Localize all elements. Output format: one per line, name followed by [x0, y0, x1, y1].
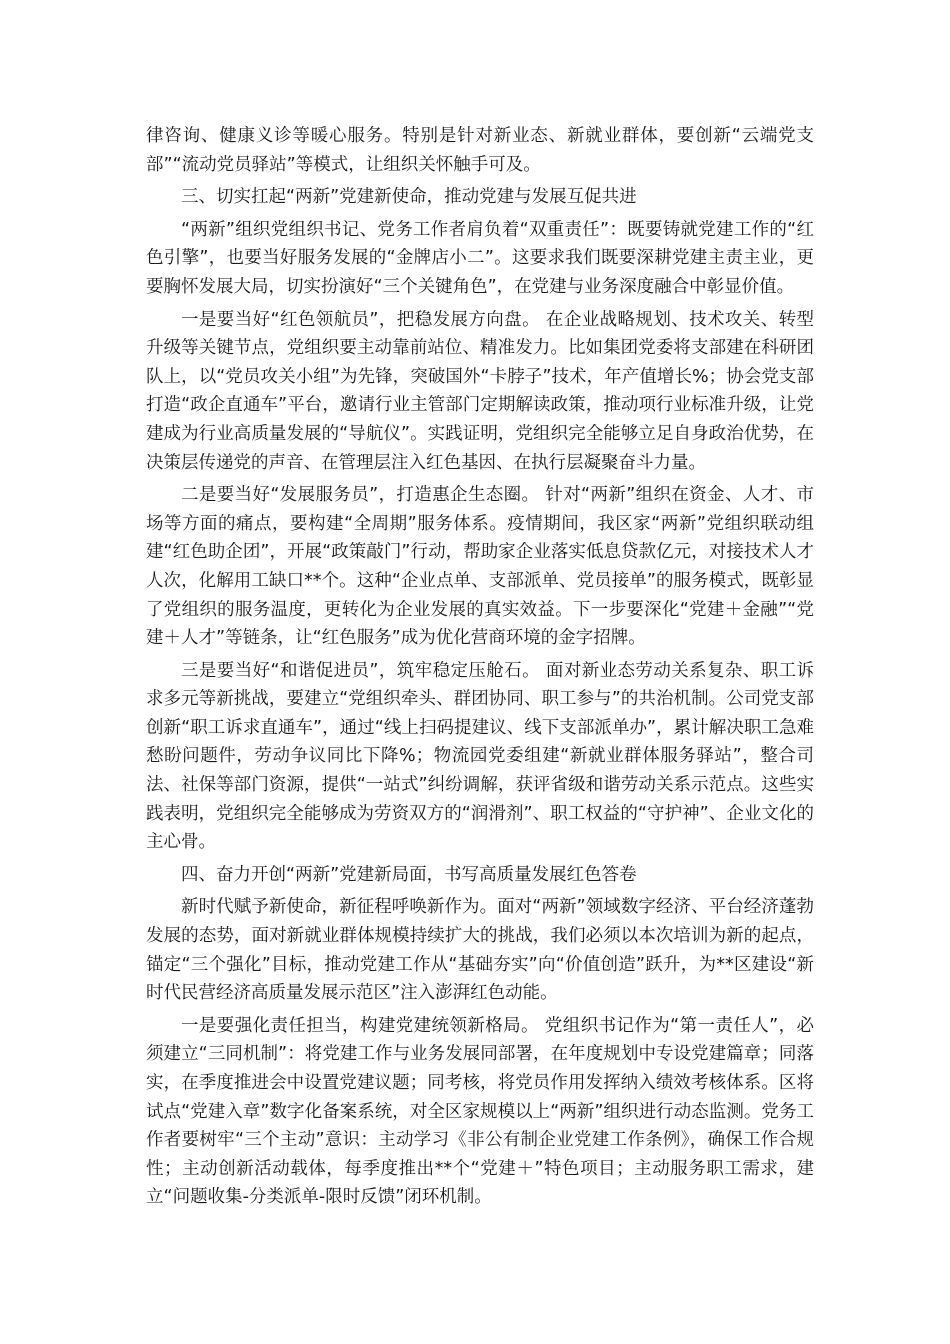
paragraph: “两新”组织党组织书记、党务工作者肩负着“双重责任”：既要铸就党建工作的“红色引擎”，也要当好服务发展的“金牌店小二”。这要求我们既要深耕党建主责主业，更要胸怀发展大局，切实扮演好“三个关键角色”，在党建与业务深度融合中彰显价值。 — [146, 219, 814, 297]
paragraph: 一是要当好“红色领航员”，把稳发展方向盘。 在企业战略规划、技术攻关、转型升级等关键节点，党组织要主动靠前站位、精准发力。比如集团党委将支部建在科研团队上，以“党员攻关小组”为先锋，突破国外“卡脖子”技术，年产值增长%；协会党支部打造“政企直通车”平台，邀请行业主管部门定期解读政策，推动项行业标准升级，让党建成为行业高质量发展的“导航仪”。实践证明，党组织完全能够立足自身政治优势，在决策层传递党的声音、在管理层注入红色基因、在执行层凝聚奋斗力量。 — [146, 309, 814, 473]
document-body — [146, 122, 814, 1216]
paragraph-continuation: 律咨询、健康义诊等暖心服务。特别是针对新业态、新就业群体，要创新“云端党支部”“流动党员驿站”等模式，让组织关怀触手可及。 — [146, 126, 814, 175]
section-heading-4: 四、奋力开创“两新”党建新局面，书写高质量发展红色答卷 — [181, 864, 637, 885]
paragraph: 一是要强化责任担当，构建党建统领新格局。 党组织书记作为“第一责任人”，必须建立“三同机制”：将党建工作与业务发展同部署，在年度规划中专设党建篇章；同落实，在季度推进会中设置党建议题；同考核，将党员作用发挥纳入绩效考核体系。区将试点“党建入章”数字化备案系统，对全区家规模以上“两新”组织进行动态监测。党务工作者要树牢“三个主动”意识：主动学习《非公有制企业党建工作条例》，确保工作合规性；主动创新活动载体，每季度推出**个“党建＋”特色项目；主动服务职工需求，建立“问题收集-分类派单-限时反馈”闭环机制。 — [146, 1015, 814, 1208]
paragraph: 三是要当好“和谐促进员”，筑牢稳定压舱石。 面对新业态劳动关系复杂、职工诉求多元等新挑战，要建立“党组织牵头、群团协同、职工参与”的共治机制。公司党支部创新“职工诉求直通车”，通过“线上扫码提建议、线下支部派单办”，累计解决职工急难愁盼问题件，劳动争议同比下降%；物流园党委组建“新就业群体服务驿站”，整合司法、社保等部门资源，提供“一站式”纠纷调解，获评省级和谐劳动关系示范点。这些实践表明，党组织完全能够成为劳资双方的“润滑剂”、职工权益的“守护神”、企业文化的主心骨。 — [146, 660, 814, 853]
paragraph: 新时代赋予新使命，新征程呼唤新作为。面对“两新”领域数字经济、平台经济蓬勃发展的态势，面对新就业群体规模持续扩大的挑战，我们必须以本次培训为新的起点，锚定“三个强化”目标，推动党建工作从“基础夯实”向“价值创造”跃升，为**区建设“新时代民营经济高质量发展示范区”注入澎湃红色动能。 — [146, 897, 814, 1004]
section-heading-3: 三、切实扛起“两新”党建新使命，推动党建与发展互促共进 — [181, 187, 637, 208]
paragraph: 二是要当好“发展服务员”，打造惠企生态圈。 针对“两新”组织在资金、人才、市场等方面的痛点，要构建“全周期”服务体系。疫情期间，我区家“两新”党组织联动组建“红色助企团”，开展“政策敲门”行动，帮助家企业落实低息贷款亿元，对接技术人才人次，化解用工缺口**个。这种“企业点单、支部派单、党员接单”的服务模式，既彰显了党组织的服务温度，更转化为企业发展的真实效益。下一步要深化“党建＋金融”“党建＋人才”等链条，让“红色服务”成为优化营商环境的金字招牌。 — [146, 485, 814, 649]
